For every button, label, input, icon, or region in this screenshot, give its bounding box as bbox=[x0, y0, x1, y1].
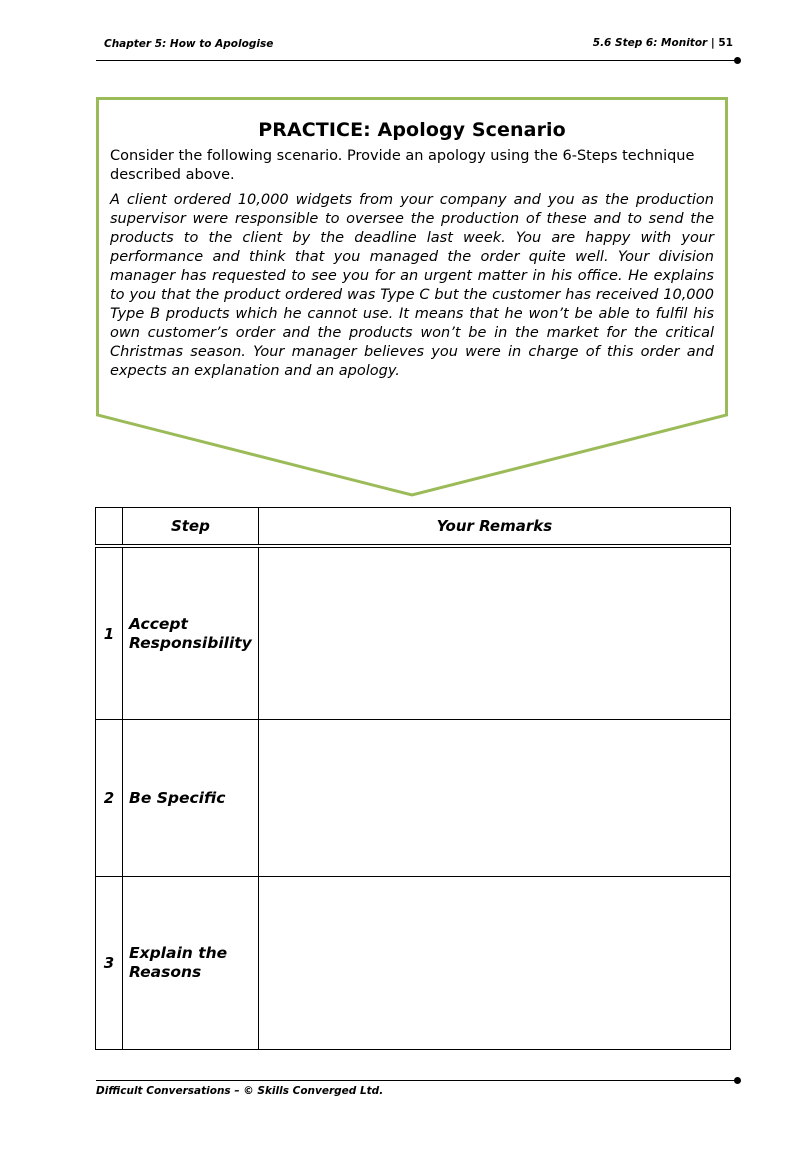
practice-scenario: A client ordered 10,000 widgets from your company and you as the production supervisor were responsible to oversee the production of these and to send the products to the client by the deadline last week. You are happy with your performance and think that you managed the order quite well. Your division manager has requested to see you for an urgent matter in his office. He explains to you that the product ordered was Type C but the customer has received 10,000 Type B products which he cannot use. It means that he won’t be able to fulfil his own customer’s order and the products won’t be in the market for the critical Christmas season. Your manager believes you were in charge of this order and expects an explanation and an apology. bbox=[110, 192, 714, 379]
table-row bbox=[96, 720, 731, 877]
header-remarks: Your Remarks bbox=[258, 508, 730, 547]
header-separator: | bbox=[710, 37, 715, 49]
step-number: 2 bbox=[96, 720, 123, 877]
step-number: 1 bbox=[96, 546, 123, 720]
practice-intro: Consider the following scenario. Provide an apology using the 6-Steps technique described above. bbox=[110, 148, 695, 183]
step-number: 3 bbox=[96, 877, 123, 1050]
step-name: Be Specific bbox=[123, 720, 259, 877]
apology-steps-table bbox=[95, 507, 731, 1050]
table-header-row bbox=[96, 508, 731, 547]
remarks-cell[interactable] bbox=[258, 546, 730, 720]
table-row bbox=[96, 546, 731, 720]
section-and-page bbox=[593, 37, 733, 49]
footer-rule-dot bbox=[734, 1077, 741, 1084]
table-row bbox=[96, 877, 731, 1050]
callout-content bbox=[110, 119, 714, 381]
remarks-cell[interactable] bbox=[258, 877, 730, 1050]
header-step: Step bbox=[123, 508, 259, 547]
footer-rule bbox=[96, 1080, 736, 1081]
header-rule bbox=[96, 60, 736, 61]
practice-title: PRACTICE: Apology Scenario bbox=[258, 119, 566, 141]
chapter-title: Chapter 5: How to Apologise bbox=[104, 38, 274, 50]
step-name: Accept Responsibility bbox=[123, 546, 259, 720]
section-title: 5.6 Step 6: Monitor bbox=[592, 37, 708, 49]
header-number bbox=[96, 508, 123, 547]
footer-text: Difficult Conversations – © Skills Converged Ltd. bbox=[96, 1085, 384, 1097]
header-rule-dot bbox=[734, 57, 741, 64]
step-name: Explain the Reasons bbox=[123, 877, 259, 1050]
page-number: 51 bbox=[718, 37, 733, 49]
remarks-cell[interactable] bbox=[258, 720, 730, 877]
practice-callout bbox=[96, 97, 728, 497]
